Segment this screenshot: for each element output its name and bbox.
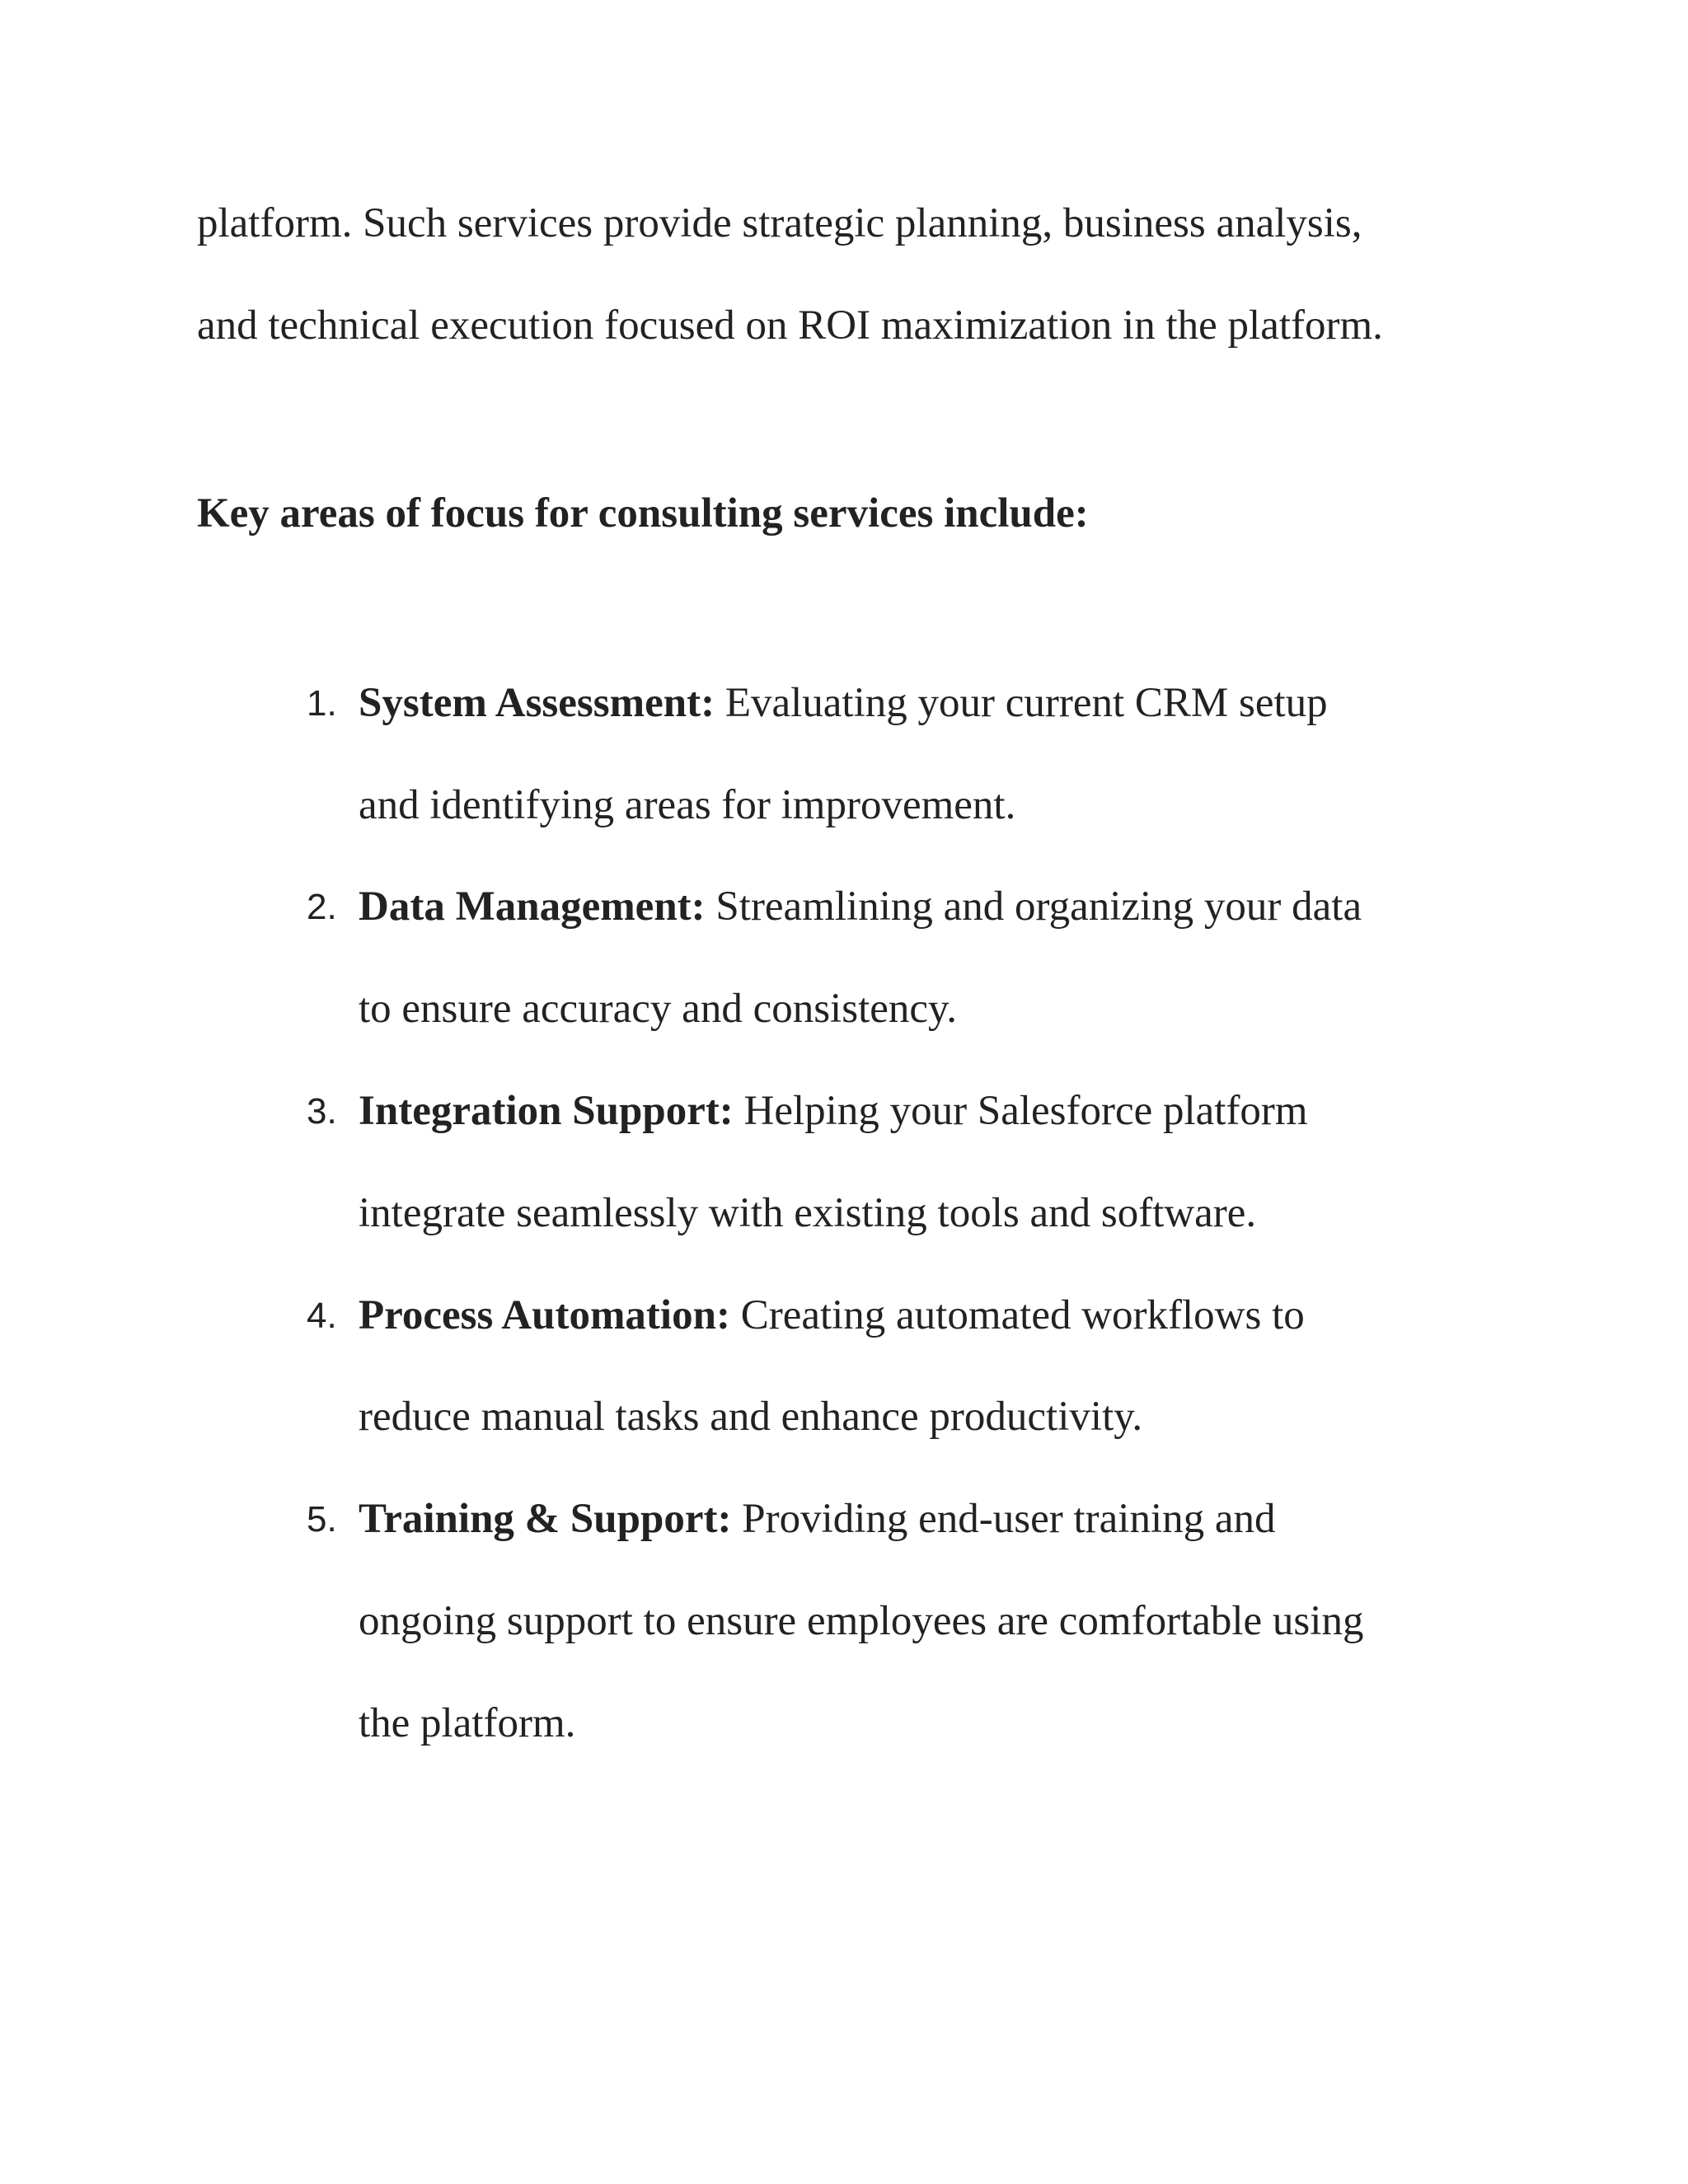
list-number: 4.	[307, 1296, 337, 1336]
list-item-title: Training & Support:	[359, 1496, 732, 1542]
list-item-text: to ensure accuracy and consistency.	[359, 986, 957, 1032]
list-item-line	[359, 1292, 1305, 1338]
intro-line: and technical execution focused on ROI maximization in the platform.	[197, 302, 1383, 349]
list-number: 5.	[307, 1499, 337, 1540]
list-item-text: Providing end-user training and	[731, 1496, 1276, 1542]
section-heading: Key areas of focus for consulting services include:	[197, 490, 1089, 537]
list-item-text: ongoing support to ensure employees are comfortable using	[359, 1598, 1364, 1644]
list-item-text: Helping your Salesforce platform	[733, 1088, 1308, 1134]
list-item-text: reduce manual tasks and enhance productivity.	[359, 1394, 1143, 1440]
list-item-line	[359, 1498, 1276, 1540]
list-item-line	[359, 883, 1362, 930]
list-item-title: Process Automation:	[359, 1292, 730, 1338]
list-item-text: and identifying areas for improvement.	[359, 782, 1016, 828]
list-item-text: Creating automated workflows to	[729, 1292, 1305, 1338]
list-item-text: Streamlining and organizing your data	[705, 883, 1362, 930]
intro-line: platform. Such services provide strategic planning, business analysis,	[197, 200, 1362, 246]
list-item-line	[359, 1090, 1308, 1132]
list-number: 3.	[307, 1091, 337, 1132]
list-item-title: Data Management:	[359, 883, 706, 930]
list-item-title: System Assessment:	[359, 680, 715, 726]
list-number: 2.	[307, 887, 337, 927]
list-item-text: integrate seamlessly with existing tools and software.	[359, 1190, 1257, 1236]
list-item-text: Evaluating your current CRM setup	[715, 680, 1328, 726]
list-item-text: the platform.	[359, 1700, 576, 1746]
list-item-line	[359, 682, 1328, 724]
list-number: 1.	[307, 683, 337, 724]
list-item-title: Integration Support:	[359, 1088, 734, 1134]
